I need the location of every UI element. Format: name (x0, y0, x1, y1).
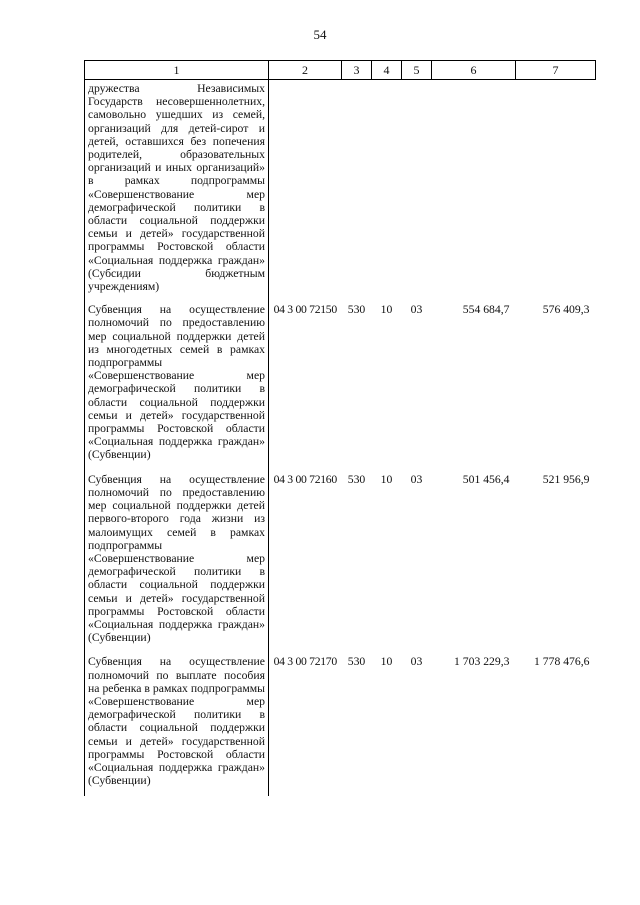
subsection-cell: 03 (410, 655, 423, 669)
target-code-cell: 04 3 00 72160 (273, 472, 337, 486)
header-cell: 6 (432, 61, 516, 80)
expense-type-cell: 530 (347, 303, 366, 317)
header-cell: 1 (85, 61, 269, 80)
amount-year1-cell: 1 703 229,3 (453, 655, 510, 669)
section-cell: 10 (380, 303, 393, 317)
table-row (85, 471, 596, 654)
table-header-row (85, 61, 596, 80)
item-name-cell: Субвенция на осуществление полномочий по выплате пособия на ребенка в рамках подпрограммы «Совершенствование мер демографической политики в области социальной поддержки семьи и детей» государственной программы Ростовской области «Социальная поддержка граждан» (Субвенции) (85, 653, 269, 796)
header-cell: 7 (516, 61, 596, 80)
target-code-cell (269, 80, 342, 302)
section-cell (372, 80, 402, 302)
expense-type-cell: 530 (347, 655, 366, 669)
table-row (85, 80, 596, 302)
item-name-cell: дружества Независимых Государств несовершеннолетних, самовольно ушедших из семей, организаций для детей-сирот и детей, оставшихся без попечения родителей, образовательных организаций и иных организаций» в рамках подпрограммы «Совершенствование мер демографической политики в области социальной поддержки семьи и детей» государственной программы Ростовской области «Социальная поддержка граждан» (Субсидии бюджетным учреждениям) (85, 80, 269, 302)
subsection-cell (402, 80, 432, 302)
table-row (85, 301, 596, 470)
amount-year2-cell: 576 409,3 (542, 303, 590, 317)
amount-year1-cell: 501 456,4 (462, 472, 510, 486)
subsection-cell: 03 (410, 303, 423, 317)
expense-type-cell: 530 (347, 472, 366, 486)
section-cell: 10 (380, 472, 393, 486)
header-cell: 3 (342, 61, 372, 80)
amount-year1-cell (432, 80, 516, 302)
budget-table (84, 60, 596, 796)
item-name-cell: Субвенция на осуществление полномочий по предоставлению мер социальной поддержки детей первого-второго года жизни из малоимущих семей в рамках подпрограммы «Совершенствование мер демографической политики в области социальной поддержки семьи и детей» государственной программы Ростовской области «Социальная поддержка граждан» (Субвенции) (85, 471, 269, 654)
amount-year2-cell (516, 80, 596, 302)
target-code-cell: 04 3 00 72150 (273, 303, 337, 317)
amount-year2-cell: 521 956,9 (542, 472, 590, 486)
header-cell: 4 (372, 61, 402, 80)
expense-type-cell (342, 80, 372, 302)
header-cell: 5 (402, 61, 432, 80)
amount-year1-cell: 554 684,7 (462, 303, 510, 317)
item-name-cell: Субвенция на осуществление полномочий по предоставлению мер социальной поддержки детей из многодетных семей в рамках подпрограммы «Совершенствование мер демографической политики в области социальной поддержки семьи и детей» государственной программы Ростовской области «Социальная поддержка граждан» (Субвенции) (85, 301, 269, 470)
amount-year2-cell: 1 778 476,6 (533, 655, 590, 669)
header-cell: 2 (269, 61, 342, 80)
section-cell: 10 (380, 655, 393, 669)
table-row (85, 653, 596, 796)
page-number: 54 (313, 27, 327, 42)
target-code-cell: 04 3 00 72170 (273, 655, 337, 669)
subsection-cell: 03 (410, 472, 423, 486)
